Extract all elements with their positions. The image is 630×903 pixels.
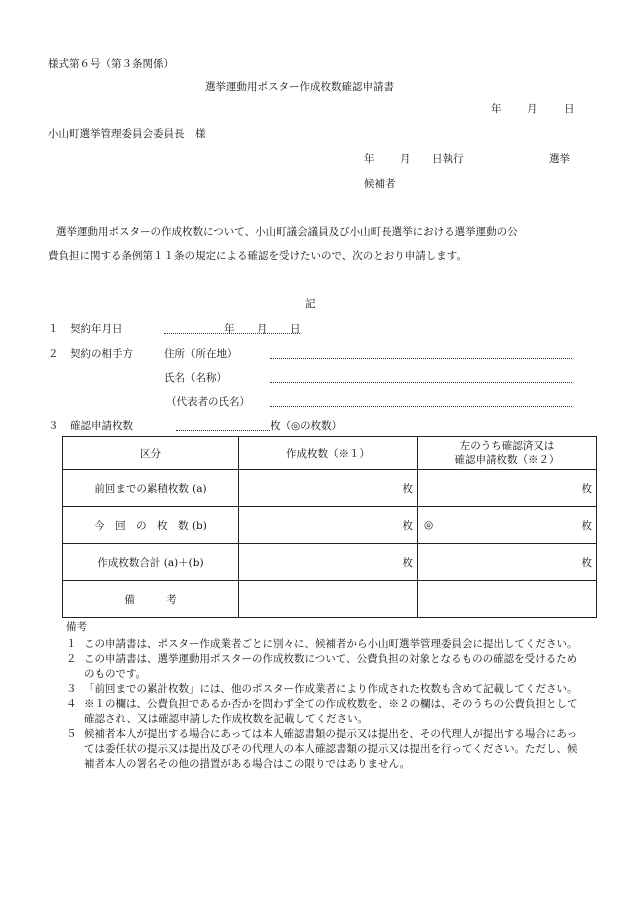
item1-month: 月 bbox=[257, 323, 268, 335]
note-text: この申請書は、ポスター作成業者ごとに別々に、候補者から小山町選挙管理委員会に提出してください。 bbox=[84, 638, 578, 650]
row-label-remarks: 備 考 bbox=[63, 581, 239, 618]
row-total-created[interactable] bbox=[239, 544, 418, 581]
unit-mai: 枚 bbox=[402, 519, 413, 532]
note-text: 候補者本人が提出する場合にあっては本人確認書類の提示又は提出を、その代理人が提出する場合にあっては委任状の提示又は提出及びその代理人の本人確認書類の提示又は提出を行ってください。ただし、候補者本人の署名その他の措置がある場合はこの限りではありません。 bbox=[84, 728, 578, 770]
note-text: 「前回までの累計枚数」には、他のポスター作成業者により作成された枚数も含めて記載してください。 bbox=[84, 683, 578, 695]
address-field[interactable] bbox=[270, 358, 572, 359]
note-text: この申請書は、選挙運動用ポスターの作成枚数について、公費負担の対象となるものの確認を受けるためのものです。 bbox=[84, 653, 578, 680]
election-year: 年 bbox=[364, 153, 375, 165]
table-row bbox=[63, 470, 597, 507]
address-label: 住所（所在地） bbox=[164, 348, 238, 360]
election-label: 選挙 bbox=[549, 153, 570, 165]
date-year: 年 bbox=[491, 103, 502, 115]
name-label: 氏名（名称） bbox=[164, 372, 227, 384]
row-current-confirmed[interactable] bbox=[418, 507, 597, 544]
note-number: ３ bbox=[66, 683, 77, 695]
item1-year: 年 bbox=[224, 323, 235, 335]
intro-line-1: 選挙運動用ポスターの作成枚数について、小山町議会議員及び小山町長選挙における選挙運動の公 bbox=[56, 226, 518, 238]
header-confirmed-count bbox=[418, 437, 597, 470]
double-circle-mark: ◎ bbox=[424, 519, 434, 531]
item3-label: 確認申請枚数 bbox=[70, 420, 133, 432]
row-label-total: 作成枚数合計 (a)＋(b) bbox=[63, 544, 239, 581]
table-row bbox=[63, 581, 597, 618]
unit-mai: 枚 bbox=[581, 519, 592, 532]
name-field[interactable] bbox=[270, 382, 572, 383]
row-previous-created[interactable] bbox=[239, 470, 418, 507]
note-text: ※１の欄は、公費負担であるか否かを問わず全ての作成枚数を、※２の欄は、そのうちの公費負担として確認され、又は確認申請した作成枚数を記載してください。 bbox=[84, 698, 578, 725]
note-number: ５ bbox=[66, 728, 77, 740]
row-remarks-confirmed[interactable] bbox=[418, 581, 597, 618]
candidate-label: 候補者 bbox=[364, 178, 396, 190]
addressee: 小山町選挙管理委員会委員長 様 bbox=[48, 128, 206, 140]
row-label-current: 今 回 の 枚 数 (b) bbox=[63, 507, 239, 544]
note-item bbox=[66, 652, 586, 682]
note-number: ４ bbox=[66, 698, 77, 710]
ki-heading: 記 bbox=[305, 298, 316, 310]
table-row bbox=[63, 544, 597, 581]
item1-day: 日 bbox=[290, 323, 301, 335]
count-table bbox=[62, 436, 597, 618]
election-month: 月 bbox=[400, 153, 411, 165]
form-title: 選挙運動用ポスター作成枚数確認申請書 bbox=[205, 81, 394, 93]
row-remarks-created[interactable] bbox=[239, 581, 418, 618]
notes-heading: 備考 bbox=[66, 621, 87, 633]
table-header-row bbox=[63, 437, 597, 470]
date-day: 日 bbox=[564, 103, 575, 115]
date-month: 月 bbox=[527, 103, 538, 115]
notes-section bbox=[66, 620, 586, 772]
note-item bbox=[66, 727, 586, 772]
header-confirmed-line2: 確認申請枚数（※２） bbox=[454, 454, 560, 466]
representative-label: （代表者の氏名） bbox=[166, 396, 250, 408]
item3-unit-note: 枚（◎の枚数） bbox=[270, 420, 343, 432]
form-number: 様式第６号（第３条関係） bbox=[48, 58, 174, 70]
application-count-field[interactable] bbox=[176, 430, 270, 431]
item1-number: １ bbox=[48, 323, 59, 335]
unit-mai: 枚 bbox=[402, 556, 413, 569]
item2-number: ２ bbox=[48, 348, 59, 360]
note-item bbox=[66, 637, 586, 652]
note-number: １ bbox=[66, 638, 77, 650]
row-total-confirmed[interactable] bbox=[418, 544, 597, 581]
unit-mai: 枚 bbox=[402, 482, 413, 495]
note-number: ２ bbox=[66, 653, 77, 665]
row-label-previous: 前回までの累積枚数 (a) bbox=[63, 470, 239, 507]
item1-label: 契約年月日 bbox=[70, 323, 123, 335]
item2-label: 契約の相手方 bbox=[70, 348, 133, 360]
election-day-exec: 日執行 bbox=[432, 153, 464, 165]
header-created-count: 作成枚数（※１） bbox=[239, 437, 418, 470]
unit-mai: 枚 bbox=[581, 556, 592, 569]
row-previous-confirmed[interactable] bbox=[418, 470, 597, 507]
note-item bbox=[66, 697, 586, 727]
note-item bbox=[66, 682, 586, 697]
table-row bbox=[63, 507, 597, 544]
header-category: 区分 bbox=[63, 437, 239, 470]
representative-field[interactable] bbox=[270, 406, 572, 407]
unit-mai: 枚 bbox=[581, 482, 592, 495]
header-confirmed-line1: 左のうち確認済又は bbox=[459, 440, 555, 452]
item3-number: ３ bbox=[48, 420, 59, 432]
intro-line-2: 費負担に関する条例第１１条の規定による確認を受けたいので、次のとおり申請します。 bbox=[48, 250, 467, 262]
row-current-created[interactable] bbox=[239, 507, 418, 544]
